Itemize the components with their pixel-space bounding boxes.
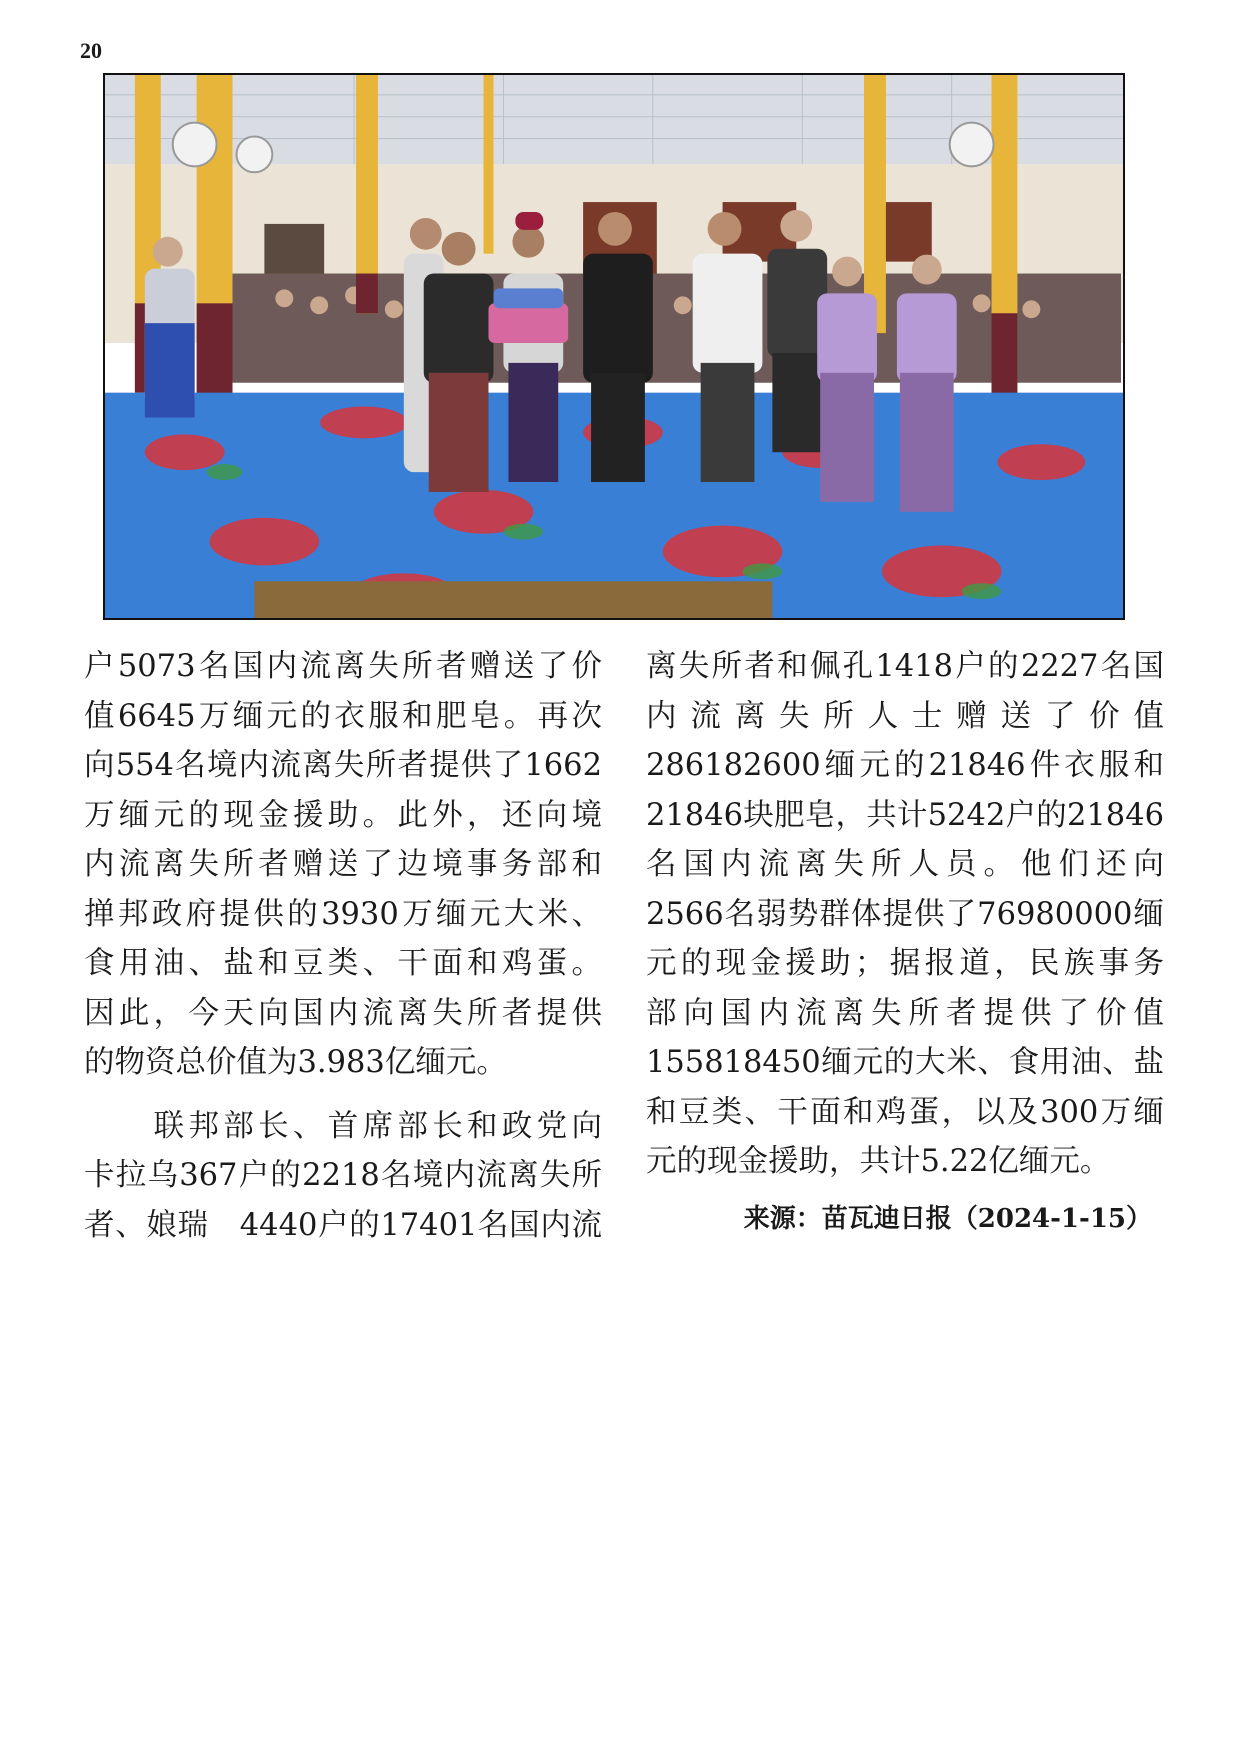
paragraph-line: 离失所者和佩孔1418户的2227名国 bbox=[646, 649, 1164, 684]
article-column-left bbox=[84, 642, 602, 1250]
paragraph-line: 元的现金援助；据报道，民族事务 bbox=[646, 946, 1164, 981]
paragraph-line: 值6645万缅元的衣服和肥皂。再次 bbox=[84, 698, 602, 734]
paragraph-line: 掸邦政府提供的3930万缅元大米、 bbox=[84, 896, 602, 932]
paragraph-line: 内流离失所人士赠送了价值 bbox=[646, 698, 1164, 734]
article-photo bbox=[103, 73, 1125, 620]
paragraph-line: 元的现金援助，共计5.22亿缅元。 bbox=[646, 1144, 1111, 1179]
paragraph-line: 2566名弱势群体提供了76980000缅 bbox=[646, 896, 1164, 932]
source-citation: 来源：苗瓦迪日报（2024-1-15） bbox=[743, 1204, 1152, 1234]
paragraph-line: 部向国内流离失所者提供了价值 bbox=[646, 995, 1164, 1031]
paragraph-line: 21846块肥皂，共计5242户的21846 bbox=[646, 797, 1164, 833]
paragraph-line: 户5073名国内流离失所者赠送了价 bbox=[84, 649, 602, 684]
paragraph-line: 者、娘瑞 4440户的17401名国内流 bbox=[84, 1207, 602, 1243]
paragraph-line: 内流离失所者赠送了边境事务部和 bbox=[84, 847, 602, 882]
paragraph-line: 和豆类、干面和鸡蛋，以及300万缅 bbox=[646, 1094, 1164, 1130]
paragraph-line: 向554名境内流离失所者提供了1662 bbox=[84, 748, 602, 783]
paragraph-line: 因此，今天向国内流离失所者提供 bbox=[84, 995, 602, 1031]
photo-illustration bbox=[105, 75, 1123, 618]
page-number: 20 bbox=[80, 38, 102, 63]
paragraph-line: 联邦部长、首席部长和政党向 bbox=[84, 1108, 602, 1144]
paragraph-line: 卡拉乌367户的2218名境内流离失所 bbox=[84, 1158, 602, 1193]
paragraph-gap bbox=[84, 1088, 602, 1102]
paragraph-line: 食用油、盐和豆类、干面和鸡蛋。 bbox=[84, 946, 602, 981]
article-column-right bbox=[646, 642, 1164, 1187]
paragraph-line: 的物资总价值为3.983亿缅元。 bbox=[84, 1045, 507, 1080]
paragraph-line: 155818450缅元的大米、食用油、盐 bbox=[646, 1045, 1164, 1080]
paragraph-line: 万缅元的现金援助。此外，还向境 bbox=[84, 797, 602, 833]
paragraph-line: 名国内流离失所人员。他们还向 bbox=[646, 847, 1164, 882]
paragraph-line: 286182600缅元的21846件衣服和 bbox=[646, 748, 1164, 783]
